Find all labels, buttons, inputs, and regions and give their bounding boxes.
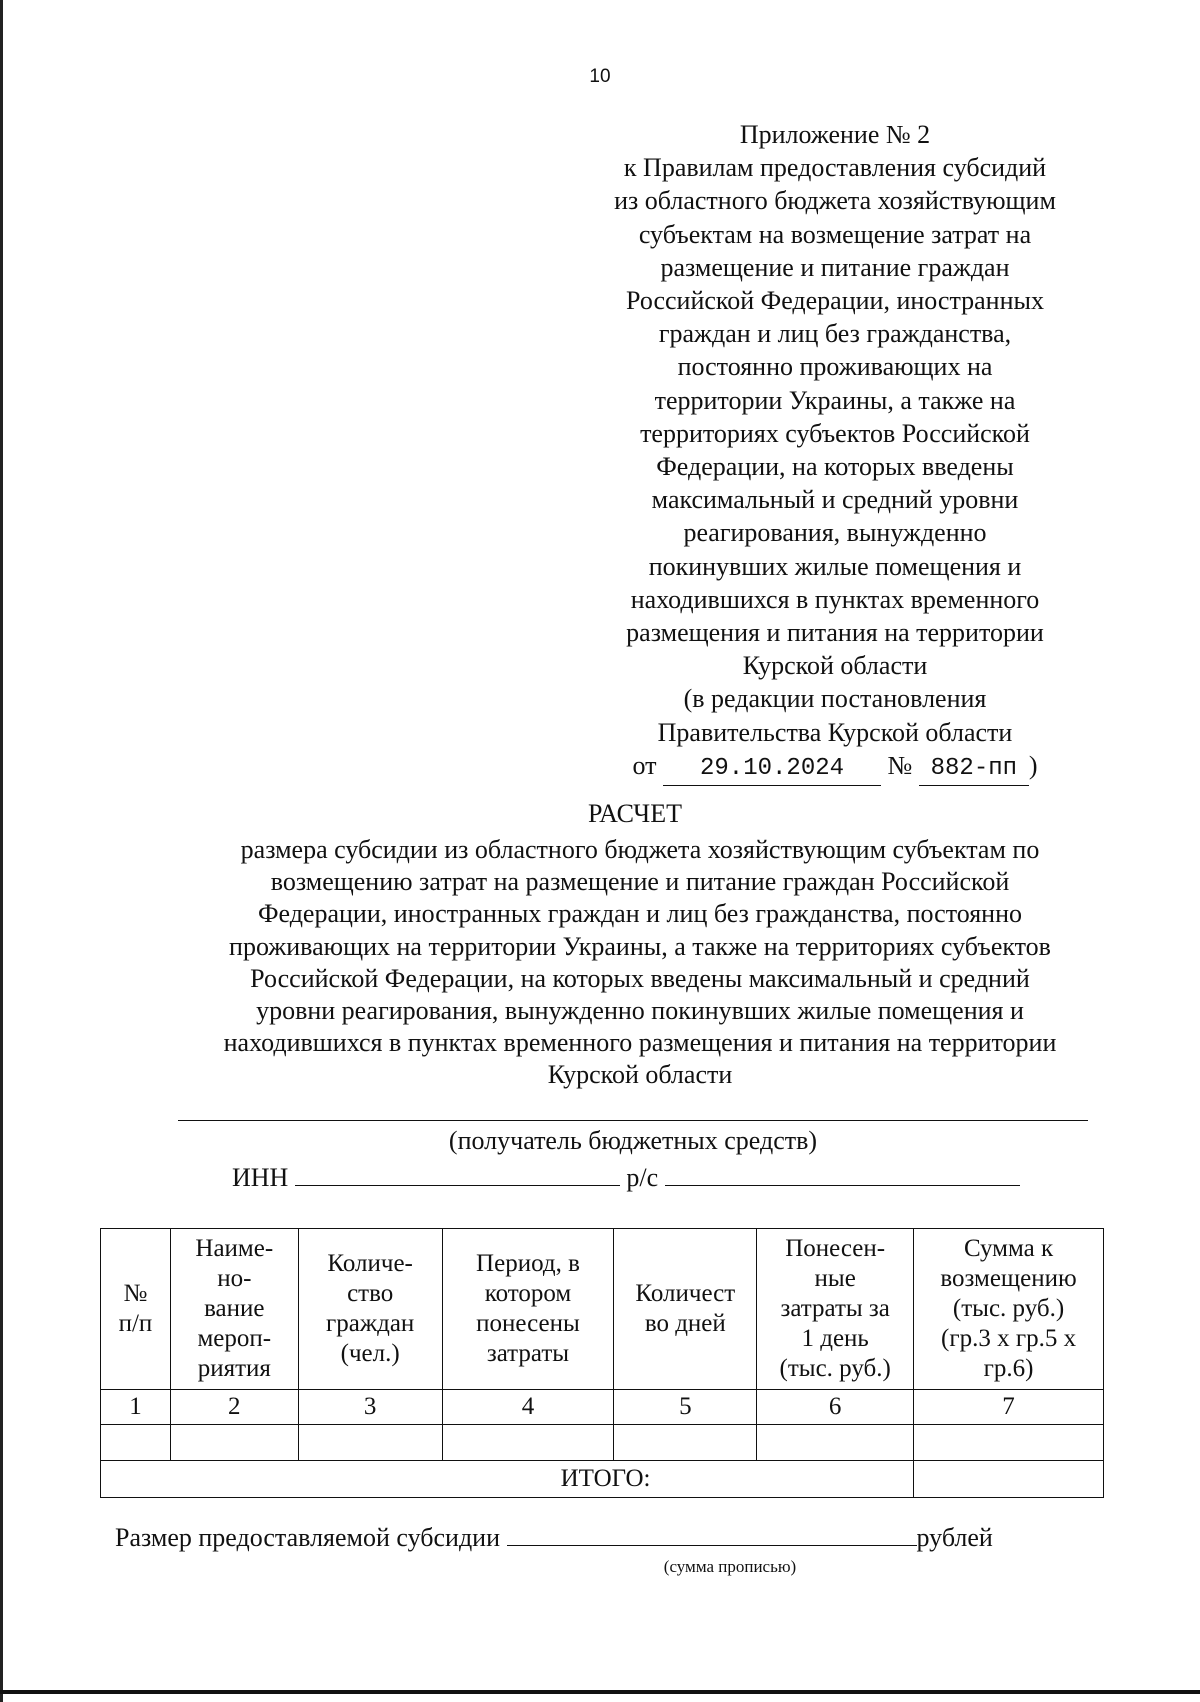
scan-bottom-edge xyxy=(0,1690,1200,1694)
calculation-table xyxy=(100,1228,1104,1498)
header-text: возмещению xyxy=(940,1265,1077,1292)
col-header-daily-cost xyxy=(757,1229,914,1390)
total-value-cell[interactable] xyxy=(914,1461,1104,1498)
subtitle-line: находившихся в пунктах временного размещения и питания на территории xyxy=(223,1028,1057,1058)
closing-paren: ) xyxy=(1028,750,1038,780)
column-number: 7 xyxy=(914,1390,1104,1425)
header-text: затраты за xyxy=(780,1295,890,1322)
table-cell[interactable] xyxy=(298,1425,442,1461)
col-header-number xyxy=(101,1229,171,1390)
header-text: п/п xyxy=(118,1310,153,1337)
header-text: граждан xyxy=(325,1310,415,1337)
table-cell[interactable] xyxy=(614,1425,757,1461)
header-text: (гр.3 x гр.5 x xyxy=(941,1325,1077,1352)
header-text: ные xyxy=(814,1265,856,1292)
column-number-row xyxy=(101,1390,1104,1425)
appendix-line: размещения и питания на территории xyxy=(626,618,1044,648)
subsidy-label: Размер предоставляемой субсидии xyxy=(115,1523,501,1552)
subsidy-amount-row xyxy=(115,1521,993,1553)
subtitle-line: Федерации, иностранных граждан и лиц без гражданства, постоянно xyxy=(257,899,1023,929)
header-text: Понесен- xyxy=(785,1235,886,1262)
header-text: Наиме- xyxy=(195,1235,274,1262)
appendix-line: Федерации, на которых введены xyxy=(656,452,1014,482)
subtitle-line: проживающих на территории Украины, а также на территориях субъектов xyxy=(229,931,1051,961)
date-prefix: от xyxy=(632,750,657,780)
subtitle-line: возмещению затрат на размещение и питание граждан Российской xyxy=(270,867,1010,897)
appendix-line: субъектам на возмещение затрат на xyxy=(638,219,1032,249)
header-text: затраты xyxy=(486,1340,570,1367)
appendix-line: Российской Федерации, иностранных xyxy=(626,286,1044,316)
col-header-period xyxy=(442,1229,614,1390)
header-text: вание xyxy=(204,1295,265,1322)
header-text: (тыс. руб.) xyxy=(779,1355,891,1382)
total-label: ИТОГО: xyxy=(101,1461,914,1498)
header-text: гр.6) xyxy=(983,1355,1034,1382)
subtitle-line: Курской области xyxy=(547,1060,733,1090)
number-prefix: № xyxy=(887,750,913,780)
inn-field[interactable] xyxy=(295,1163,620,1186)
appendix-line: размещение и питание граждан xyxy=(660,252,1010,282)
header-text: Количест xyxy=(635,1280,736,1307)
subsidy-unit: рублей xyxy=(916,1523,993,1552)
column-number: 5 xyxy=(614,1390,757,1425)
column-number: 6 xyxy=(757,1390,914,1425)
account-field[interactable] xyxy=(665,1163,1020,1186)
document-title: РАСЧЕТ xyxy=(588,799,682,828)
header-text: понесены xyxy=(476,1310,580,1337)
appendix-line: покинувших жилые помещения и xyxy=(648,551,1022,581)
appendix-line: постоянно проживающих на xyxy=(677,352,993,382)
appendix-date-line xyxy=(595,749,1075,786)
scan-left-edge xyxy=(0,0,3,1702)
header-text: ство xyxy=(347,1280,394,1307)
header-text: (тыс. руб.) xyxy=(952,1295,1065,1322)
column-number: 1 xyxy=(101,1390,171,1425)
inn-label: ИНН xyxy=(232,1163,289,1192)
appendix-line: максимальный и средний уровни xyxy=(651,485,1019,515)
appendix-line: территориях субъектов Российской xyxy=(640,418,1030,448)
subtitle-line: Российской Федерации, на которых введены максимальный и средний xyxy=(250,963,1030,993)
table-row xyxy=(101,1425,1104,1461)
total-row xyxy=(101,1461,1104,1498)
subsidy-amount-field[interactable] xyxy=(507,1521,917,1546)
column-number: 3 xyxy=(298,1390,442,1425)
table-cell[interactable] xyxy=(757,1425,914,1461)
appendix-line: (в редакции постановления xyxy=(683,684,987,714)
header-text: Сумма к xyxy=(963,1235,1054,1262)
page-number: 10 xyxy=(589,66,611,87)
header-text: во дней xyxy=(644,1310,726,1337)
account-label: р/с xyxy=(626,1163,659,1192)
header-text: мероп- xyxy=(197,1325,272,1352)
appendix-line: реагирования, вынужденно xyxy=(683,518,987,548)
header-text: но- xyxy=(217,1265,252,1292)
appendix-line: территории Украины, а также на xyxy=(654,385,1016,415)
sum-in-words-caption: (сумма прописью) xyxy=(663,1557,797,1576)
appendix-line: к Правилам предоставления субсидий xyxy=(623,153,1047,183)
table-cell[interactable] xyxy=(914,1425,1104,1461)
header-text: 1 день xyxy=(801,1325,869,1352)
column-number: 2 xyxy=(170,1390,298,1425)
header-text: (чел.) xyxy=(340,1340,400,1367)
recipient-field[interactable] xyxy=(178,1120,1088,1121)
col-header-reimbursement-sum xyxy=(914,1229,1104,1390)
table-cell[interactable] xyxy=(442,1425,614,1461)
table-header-row xyxy=(101,1229,1104,1390)
appendix-line: граждан и лиц без гражданства, xyxy=(658,319,1012,349)
header-text: риятия xyxy=(197,1355,271,1382)
col-header-citizens-count xyxy=(298,1229,442,1390)
appendix-line: находившихся в пунктах временного xyxy=(630,584,1040,614)
header-text: Период, в xyxy=(476,1250,580,1277)
table-cell[interactable] xyxy=(101,1425,171,1461)
header-text: Количе- xyxy=(327,1250,413,1277)
recipient-caption: (получатель бюджетных средств) xyxy=(448,1126,818,1155)
document-subtitle xyxy=(150,834,1130,1092)
appendix-header xyxy=(595,118,1075,786)
inn-account-row xyxy=(232,1163,1020,1193)
subtitle-line: размера субсидии из областного бюджета хозяйствующим субъектам по xyxy=(240,835,1040,864)
column-number: 4 xyxy=(442,1390,614,1425)
appendix-line: Курской области xyxy=(742,651,928,681)
table-cell[interactable] xyxy=(170,1425,298,1461)
header-text: № xyxy=(123,1280,148,1307)
col-header-event-name xyxy=(170,1229,298,1390)
appendix-line: из областного бюджета хозяйствующим xyxy=(614,186,1056,216)
col-header-days xyxy=(614,1229,757,1390)
subtitle-line: уровни реагирования, вынужденно покинувших жилые помещения и xyxy=(256,996,1024,1026)
header-text: котором xyxy=(484,1280,572,1307)
resolution-date: 29.10.2024 xyxy=(663,752,881,786)
resolution-number: 882-пп xyxy=(919,752,1029,786)
appendix-line: Правительства Курской области xyxy=(657,717,1013,747)
appendix-line: Приложение № 2 xyxy=(739,120,931,149)
